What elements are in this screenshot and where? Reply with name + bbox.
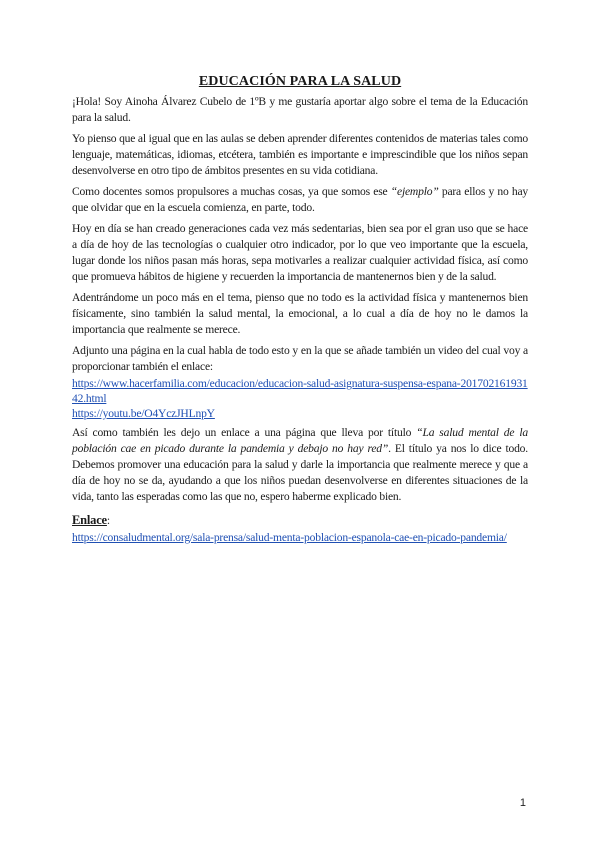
paragraph-teachers-text-b: para ellos y no hay que olvidar que en la escuela comienza, en parte, todo. xyxy=(72,185,529,214)
paragraph-sedentary: Hoy en día se han creado generaciones cada vez más sedentarias, bien sea por el gran uso que se hace a día de hoy de las tecnologías o cualquier otro indicador, por lo que veo importante que la escuela, lugar donde los niños pasan más horas, sepa motivarles a realizar cualquier actividad física, así como que promueva hábitos de higiene y recuerden la importancia de mantenernos bien y de la salud. xyxy=(72,222,528,283)
document-page xyxy=(72,74,528,545)
enlace-colon: : xyxy=(106,514,110,527)
paragraph-intro: ¡Hola! Soy Ainoha Álvarez Cubelo de 1ºB y me gustaría aportar algo sobre el tema de la Educación para la salud. xyxy=(72,95,528,124)
paragraph-teachers-text-a: Como docentes somos propulsores a muchas cosas, ya que somos ese xyxy=(72,185,391,198)
paragraph-closing-text-b: . El título ya nos lo dice todo. Debemos promover una educación para la salud y darle la importancia que realmente merece y que a día de hoy no se da, ayudando a que los niños puedan desenvolverse en diferentes situaciones de la vida, tanto las esperadas como las que no, espero haberme explicado bien. xyxy=(72,442,528,503)
link-consaludmental[interactable]: https://consaludmental.org/sala-prensa/salud-menta-poblacion-espanola-cae-en-picado-pandemia/ xyxy=(72,531,507,544)
page-number: 1 xyxy=(519,797,526,809)
paragraph-closing-quoted-title: “La salud mental de la población cae en picado durante la pandemia y debajo no hay red” xyxy=(72,426,528,455)
link-youtube[interactable]: https://youtu.be/O4YczJHLnpY xyxy=(72,407,215,420)
document-title: EDUCACIÓN PARA LA SALUD xyxy=(198,74,402,89)
enlace-heading xyxy=(72,512,528,529)
paragraph-closing-text-a: Así como también les dejo un enlace a una página que lleva por título xyxy=(72,426,417,439)
paragraph-teachers-emphasis: “ejemplo” xyxy=(390,185,439,198)
paragraph-mental-health: Adentrándome un poco más en el tema, pienso que no todo es la actividad física y mantenernos bien físicamente, sino también la salud mental, la emocional, a lo cual a día de hoy no le damos la importancia que realmente se merece. xyxy=(72,291,528,336)
paragraph-closing xyxy=(72,425,528,505)
link-hacerfamilia[interactable]: https://www.hacerfamilia.com/educacion/educacion-salud-asignatura-suspensa-espana-20170216193142.html xyxy=(72,377,528,405)
paragraph-teachers xyxy=(72,184,528,216)
enlace-label: Enlace xyxy=(72,513,107,527)
paragraph-attachment: Adjunto una página en la cual habla de todo esto y en la que se añade también un video del cual voy a proporcionar también el enlace: xyxy=(72,344,528,373)
paragraph-learning: Yo pienso que al igual que en las aulas se deben aprender diferentes contenidos de materias tales como lenguaje, matemáticas, idiomas, etcétera, también es importante e imprescindible que los niños sepan desenvolverse en otro tipo de ámbitos presentes en su vida cotidiana. xyxy=(72,132,528,177)
